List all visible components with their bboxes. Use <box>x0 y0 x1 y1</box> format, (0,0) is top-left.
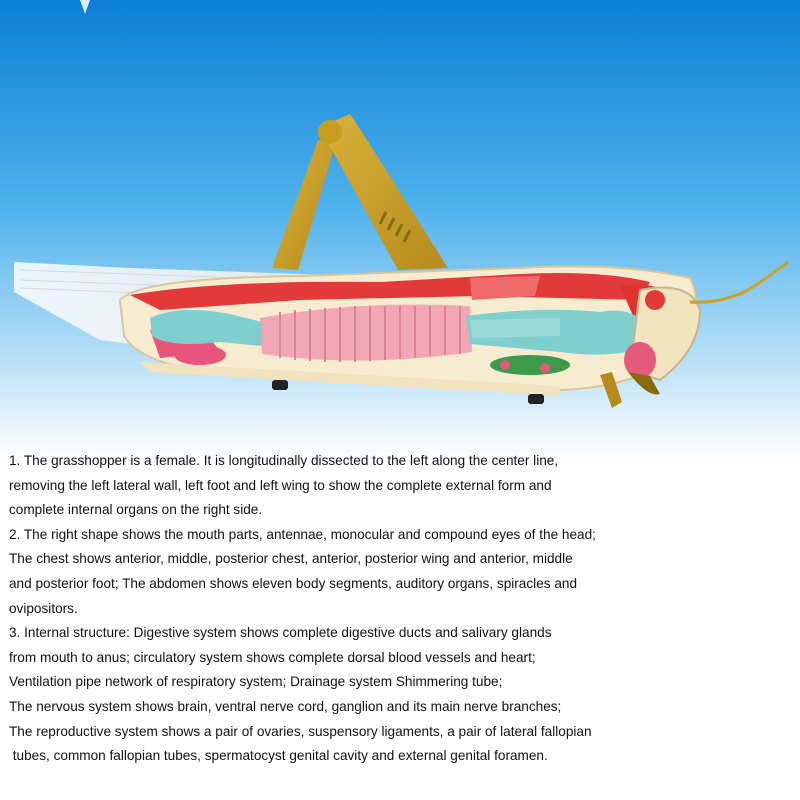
description-line: and posterior foot; The abdomen shows eleven body segments, auditory organs, spiracles and <box>9 575 578 591</box>
description-line: 1. The grasshopper is a female. It is longitudinally dissected to the left along the center line, <box>9 453 559 468</box>
description-line: 2. The right shape shows the mouth parts, antennae, monocular and compound eyes of the head; <box>9 526 596 542</box>
description-line: Ventilation pipe network of respiratory system; Drainage system Shimmering tube; <box>9 674 503 690</box>
description-line: The reproductive system shows a pair of ovaries, suspensory ligaments, a pair of lateral fallopian <box>9 723 592 739</box>
description-line: 3. Internal structure: Digestive system shows complete digestive ducts and salivary glands <box>9 625 552 641</box>
description-line: ovipositors. <box>9 600 78 616</box>
trachea <box>260 305 472 363</box>
description-line: The nervous system shows brain, ventral nerve cord, ganglion and its main nerve branches; <box>9 698 562 714</box>
model-description <box>9 449 794 769</box>
description-line: from mouth to anus; circulatory system shows complete dorsal blood vessels and heart; <box>9 649 536 665</box>
description-line: The chest shows anterior, middle, posterior chest, anterior, posterior wing and anterior, middle <box>9 551 573 567</box>
description-line: tubes, common fallopian tubes, spermatocyst genital cavity and external genital foramen. <box>9 748 548 764</box>
description-line: complete internal organs on the right side. <box>9 502 263 518</box>
description-line: removing the left lateral wall, left foot and left wing to show the complete external form and <box>9 477 552 493</box>
